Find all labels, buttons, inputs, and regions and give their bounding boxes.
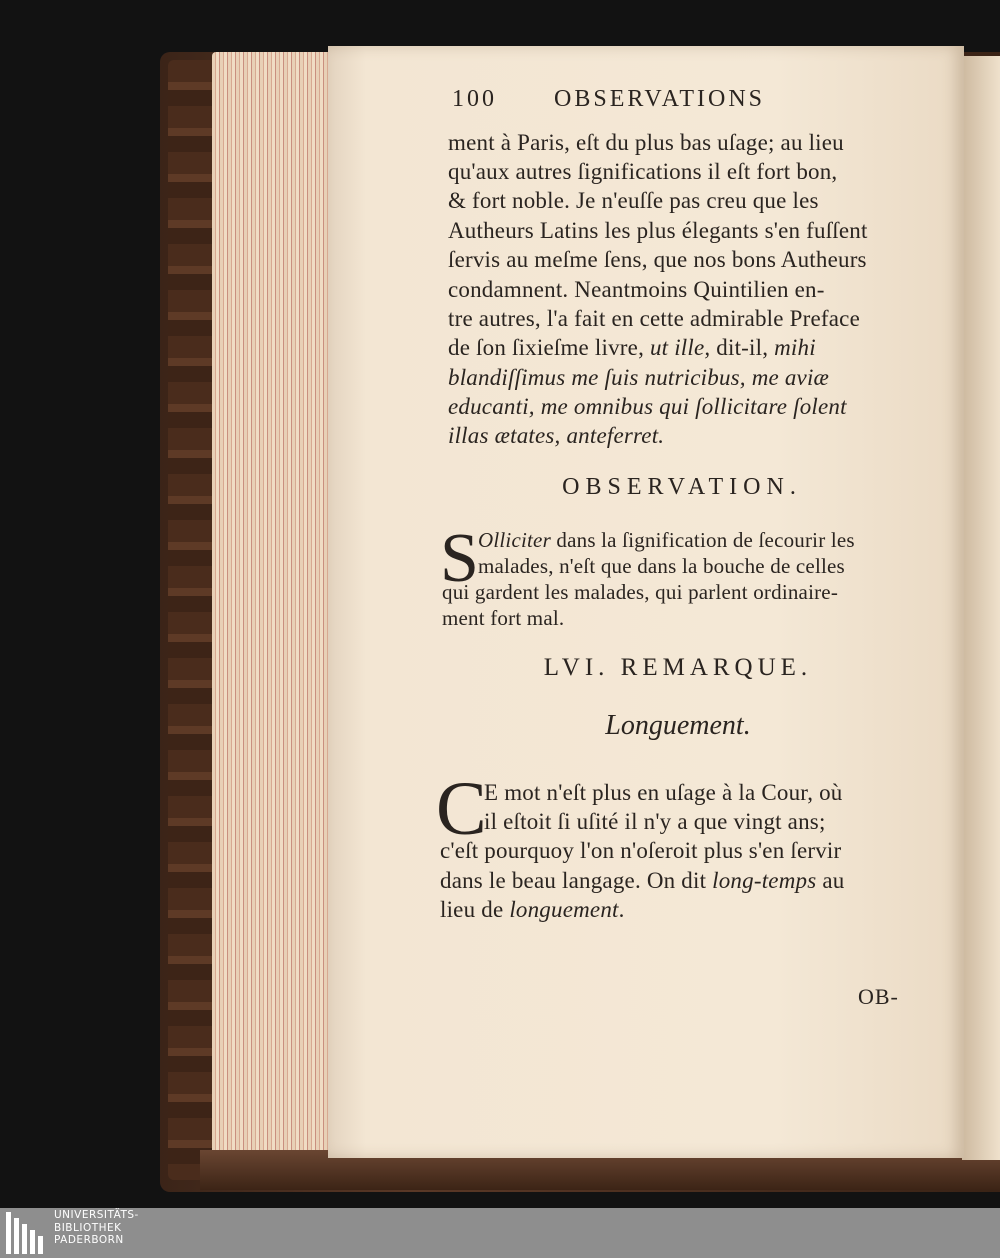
text-line: c'eſt pourquoy l'on n'oſeroit plus s'en ſervir <box>440 838 842 863</box>
catchword: OB- <box>858 984 899 1009</box>
text-segment: lieu de <box>440 897 504 922</box>
library-name <box>54 1209 139 1247</box>
drop-capital: C <box>436 767 487 851</box>
text-line <box>440 866 844 895</box>
text-line: ment fort mal. <box>442 606 565 630</box>
library-footer <box>0 1208 1000 1258</box>
page-number: 100 <box>452 86 497 112</box>
text-segment: de ſon ſixieſme livre, <box>448 335 645 360</box>
latin-quote: mihi <box>774 335 816 360</box>
remarque-heading: LVI. REMARQUE. <box>543 654 813 681</box>
text-line: E mot n'eſt plus en uſage à la Cour, où <box>484 780 843 805</box>
latin-quote-line: illas ætates, anteferret. <box>448 423 665 448</box>
text-line: ſervis au meſme ſens, que nos bons Autheurs <box>448 247 867 272</box>
text-line <box>478 526 855 555</box>
text-segment: dit-il, <box>716 335 769 360</box>
text-line: qui gardent les malades, qui parlent ordinaire- <box>442 580 839 604</box>
text-line: malades, n'eſt que dans la bouche de celles <box>478 554 845 578</box>
text-line <box>448 333 816 362</box>
text-line <box>440 895 625 924</box>
text-segment: dans le beau langage. On dit <box>440 868 707 893</box>
text-segment: . <box>618 897 625 922</box>
keyword: longuement <box>509 897 619 922</box>
keyword: long-temps <box>712 868 817 893</box>
library-name-line: PADERBORN <box>54 1234 124 1246</box>
text-line: Autheurs Latins les plus élegants s'en fuſſent <box>448 218 868 243</box>
drop-capital: S <box>440 520 479 597</box>
text-line: condamnent. Neantmoins Quintilien en- <box>448 277 825 302</box>
text-line: il eſtoit ſi uſité il n'y a que vingt ans; <box>484 809 826 834</box>
library-logo-icon <box>6 1212 48 1254</box>
remarque-subheading: Longuement. <box>605 710 751 741</box>
latin-quote-line: blandiſſimus me ſuis nutricibus, me aviæ <box>448 365 830 390</box>
observation-heading: OBSERVATION. <box>562 474 802 500</box>
book-spine <box>168 60 216 1180</box>
latin-quote: ut ille, <box>649 335 711 360</box>
text-line: & fort noble. Je n'euſſe pas creu que les <box>448 188 819 213</box>
text-line: ment à Paris, eſt du plus bas uſage; au lieu <box>448 130 844 155</box>
text-line: qu'aux autres ſignifications il eſt fort bon, <box>448 159 838 184</box>
running-title: OBSERVATIONS <box>554 86 766 112</box>
library-name-line: UNIVERSITÄTS- <box>54 1209 139 1221</box>
text-segment: au <box>822 868 845 893</box>
page-edges <box>212 52 330 1162</box>
facing-page-edge <box>962 56 1000 1160</box>
text-line: tre autres, l'a fait en cette admirable Preface <box>448 306 860 331</box>
text-segment: dans la ſignification de ſecourir les <box>556 528 855 552</box>
latin-quote-line: educanti, me omnibus qui ſollicitare ſolent <box>448 394 847 419</box>
library-name-line: BIBLIOTHEK <box>54 1221 122 1234</box>
keyword: Olliciter <box>478 528 551 552</box>
